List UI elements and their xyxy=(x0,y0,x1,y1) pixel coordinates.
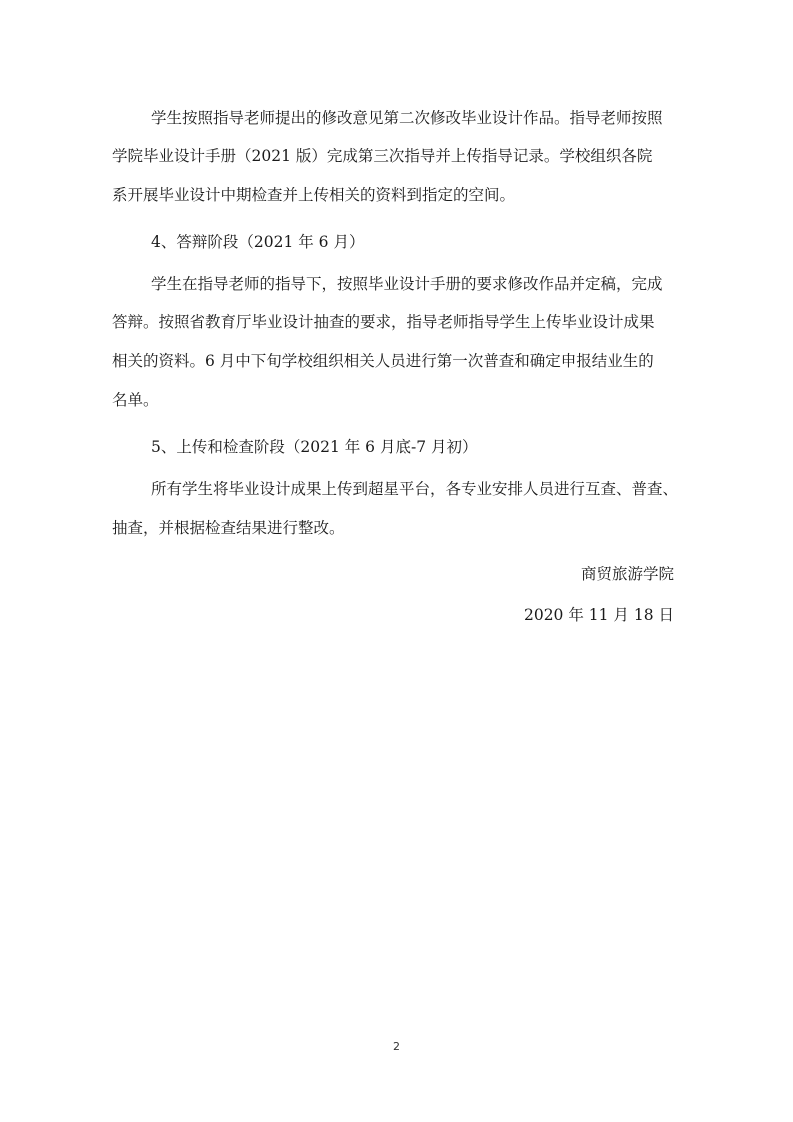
section-heading-defense: 4、答辩阶段（2021 年 6 月） xyxy=(151,233,365,251)
paragraph-line: 答辩。按照省教育厅毕业设计抽查的要求，指导老师指导学生上传毕业设计成果 xyxy=(112,313,655,331)
paragraph-line: 抽查，并根据检查结果进行整改。 xyxy=(112,519,345,537)
paragraph-line: 学院毕业设计手册（2021 版）完成第三次指导并上传指导记录。学校组织各院 xyxy=(112,147,653,165)
paragraph-line: 系开展毕业设计中期检查并上传相关的资料到指定的空间。 xyxy=(112,186,516,204)
paragraph-line: 所有学生将毕业设计成果上传到超星平台，各专业安排人员进行互查、普查、 xyxy=(151,480,679,498)
paragraph-line: 相关的资料。6 月中下旬学校组织相关人员进行第一次普查和确定申报结业生的 xyxy=(112,352,654,370)
signature-date: 2020 年 11 月 18 日 xyxy=(523,606,674,624)
section-heading-upload-check: 5、上传和检查阶段（2021 年 6 月底-7 月初） xyxy=(151,438,478,456)
signature-organization: 商贸旅游学院 xyxy=(580,565,674,583)
paragraph-line: 名单。 xyxy=(112,391,159,409)
page-number: 2 xyxy=(393,1040,400,1053)
paragraph-line: 学生按照指导老师提出的修改意见第二次修改毕业设计作品。指导老师按照 xyxy=(151,109,663,127)
paragraph-line: 学生在指导老师的指导下，按照毕业设计手册的要求修改作品并定稿，完成 xyxy=(151,275,663,293)
